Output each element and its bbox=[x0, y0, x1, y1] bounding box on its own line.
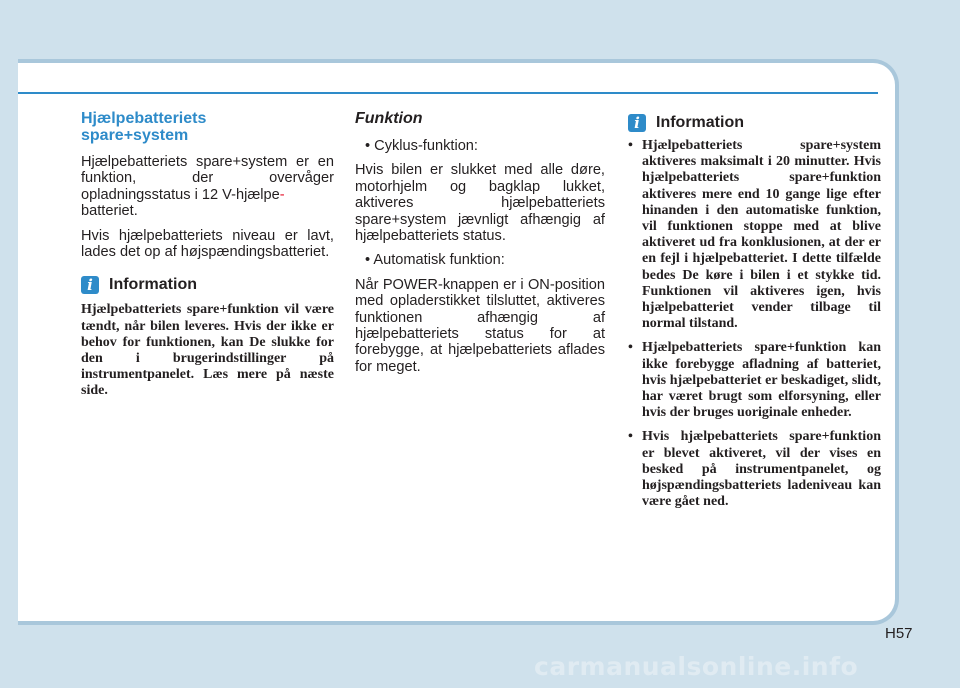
watermark: carmanualsonline.info bbox=[534, 652, 859, 681]
function-title: Funktion bbox=[355, 110, 423, 127]
list-item: • Hjælpebatteriets spare+funktion kan ikke forebygge afladning af batteriet, hvis hjælpebatteriet er beskadiget, slidt, har været brugt som elforsyning, eller hvis der bruges uoriginale enheder. bbox=[628, 340, 881, 421]
section-title-line2: spare+system bbox=[81, 127, 189, 144]
cycle-function-text: Hvis bilen er slukket med alle døre, motorhjelm og bagklap lukket, aktiveres hjælpebatteriets spare+system jævnligt afhængig af hjælpebatteriets status. bbox=[355, 162, 605, 245]
hyphen-mark: - bbox=[279, 186, 285, 203]
info-icon: i bbox=[628, 114, 646, 132]
header-rule bbox=[18, 92, 878, 94]
info-list bbox=[628, 138, 881, 510]
page-number: H57 bbox=[885, 625, 913, 642]
cycle-function-bullet: • Cyklus-funktion: bbox=[365, 138, 478, 154]
column-right bbox=[628, 108, 881, 518]
info-icon: i bbox=[81, 276, 99, 294]
column-left bbox=[81, 108, 334, 400]
intro-text: Hjælpebatteriets spare+system er en funktion, der overvåger opladningsstatus i 12 V-hjælpe bbox=[81, 154, 334, 203]
intro-text-end: batteriet. bbox=[81, 203, 138, 220]
section-title-line1: Hjælpebatteriets bbox=[81, 110, 207, 127]
column-middle bbox=[355, 108, 605, 383]
info-header bbox=[81, 276, 334, 294]
auto-function-bullet: • Automatisk funktion: bbox=[365, 252, 505, 269]
auto-function-text: Når POWER-knappen er i ON-position med opladerstikket tilsluttet, aktiveres funktionen afhængig af hjælpebatteriets status for at forebygge, at hjælpebatteriets aflades for meget. bbox=[355, 276, 605, 375]
info-title: Information bbox=[656, 114, 744, 131]
info-header bbox=[628, 114, 881, 132]
info-text: Hjælpebatteriets spare+funktion vil være tændt, når bilen leveres. Hvis der ikke er behov for funktionen, kan De slukke for den i brugerindstillinger på instrumentpanelet. Læs mere på næste side. bbox=[81, 302, 334, 399]
list-item: • Hvis hjælpebatteriets spare+funktion er blevet aktiveret, vil der vises en besked på instrumentpanelet, og højspændingsbatteriets ladeniveau kan være gået ned. bbox=[628, 429, 881, 510]
intro-paragraph bbox=[81, 154, 334, 220]
list-item: • Hjælpebatteriets spare+system aktiveres maksimalt i 20 minutter. Hvis hjælpebatteriets spare+funktion aktiveres mere end 10 gange lige efter hinanden i den automatiske funktion, vil funktionen stoppe med at blive aktiveret ud fra konklusionen, at der er en fejl i hjælpebatteriet. I dette tilfælde bedes De køre i bilen i et stykke tid. Funktionen vil aktiveres igen, hvis hjælpebatteriet vender tilbage til normal tilstand. bbox=[628, 138, 881, 332]
charge-paragraph: Hvis hjælpebatteriets niveau er lavt, lades det op af højspændingsbatteriet. bbox=[81, 227, 334, 261]
info-title: Information bbox=[109, 276, 197, 294]
section-title bbox=[81, 110, 334, 144]
